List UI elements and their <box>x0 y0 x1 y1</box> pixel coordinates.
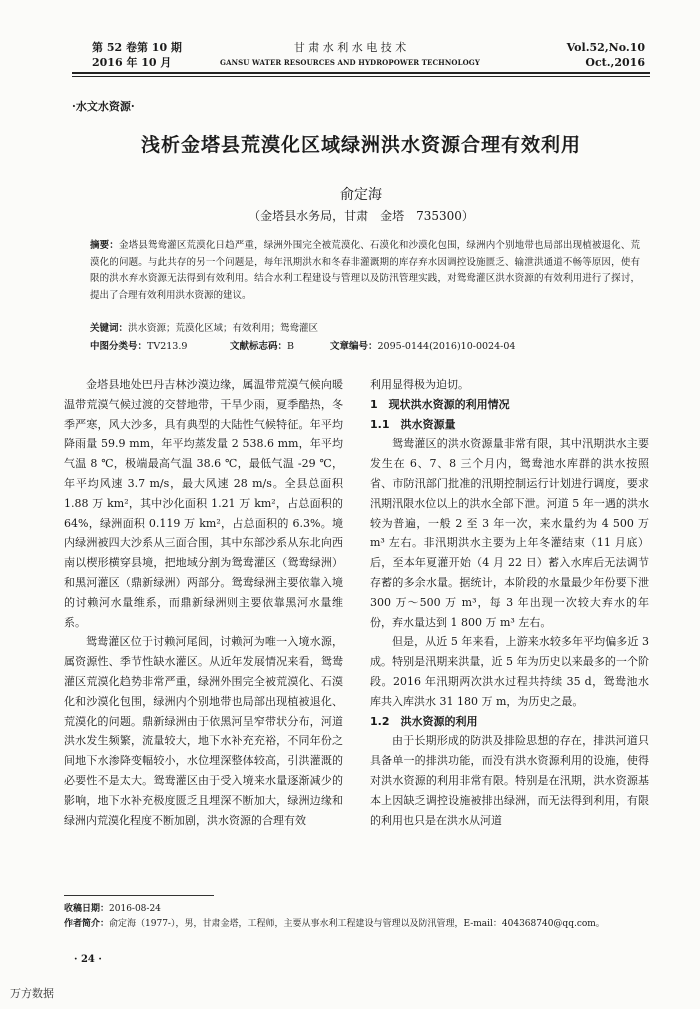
volume-en: Vol.52,No.10 <box>566 41 645 54</box>
author-bio-label: 作者简介： <box>64 919 110 929</box>
doc-value: B <box>287 341 294 352</box>
subsection-heading: 1.1 洪水资源量 <box>370 417 456 431</box>
footnote-rule <box>64 895 214 896</box>
date-en: Oct.,2016 <box>585 56 645 69</box>
received-value: 2016-08-24 <box>109 904 161 914</box>
journal-title-en: GANSU WATER RESOURCES AND HYDROPOWER TECHNOLOGY <box>220 58 480 67</box>
cls-value: TV213.9 <box>147 341 188 352</box>
body-paragraph: 金塔县地处巴丹吉林沙漠边缘，属温带荒漠气候向暖温带荒漠气候过渡的交替地带，干旱少雨，夏季酷热，冬季严寒，风大沙多，具有典型的大陆性气候特征。年平均降雨量 59.9 mm，年平均蒸发量 2 538.6 mm，年平均气温 8 ℃，极端最高气温 38.6 ℃，最低气温 -29 ℃，年平均风速 3.7 m/s，最大风速 28 m/s。全县总面积 1.88 万 km²，其中沙化面积 1.21 万 km²，占总面积的 64%，绿洲面积 0.119 万 km²，占总面积的 6.3%。境内绿洲被四大沙系从三面合围，其中东部沙系从东北向西南以楔形横穿县境，把地域分割为鸳鸯灌区（鸳鸯绿洲）和黑河灌区（鼎新绿洲）两部分。鸳鸯绿洲主要依靠入境的讨赖河水量维系，而鼎新绿洲则主要依靠黑河水量维系。 <box>64 378 343 629</box>
page-number: · 24 · <box>74 954 102 965</box>
affiliation: （金塔县水务局，甘肃 金塔 735300） <box>248 209 474 223</box>
header-rule-thin <box>72 76 650 77</box>
cls-label: 中图分类号： <box>90 341 148 352</box>
author-name: 俞定海 <box>340 187 382 203</box>
header-rule-thick <box>72 72 650 74</box>
body-paragraph: 鸳鸯灌区的洪水资源量非常有限，其中汛期洪水主要发生在 6、7、8 三个月内，鸳鸯池水库群的洪水按照省、市防汛部门批准的汛期控制运行计划进行调度，要求汛期汛限水位以上的洪水全部下泄。河道 5 年一遇的洪水较为普遍，一般 2 至 3 年一次，来水量约为 4 500 万 m³ 左右。非汛期洪水主要为上年冬灌结束（11 月底）后，至本年夏灌开始（4 月 22 日）蓄入水库后无法调节存蓄的多余水量。据统计，本阶段的水量最少年份要下泄 300 万～500 万 m³，每 3 年出现一次较大弃水的年份，弃水量达到 1 800 万 m³ 左右。 <box>370 437 649 629</box>
body-column-left <box>64 375 343 830</box>
article-no-label: 文章编号： <box>330 341 378 352</box>
watermark: 万方数据 <box>10 987 54 1000</box>
column-label: ·水文水资源· <box>72 100 135 113</box>
header-right <box>567 40 645 70</box>
body-paragraph: 由于长期形成的防洪及排险思想的存在，排洪河道只具备单一的排洪功能，而没有洪水资源利用的设施，使得对洪水资源的利用非常有限。特别是在汛期，洪水资源基本上因缺乏调控设施被排出绿洲，而无法得到利用，有限的利用也只是在洪水从河道 <box>370 734 649 827</box>
keywords-label: 关键词： <box>90 323 129 334</box>
body-paragraph: 鸳鸯灌区位于讨赖河尾闾，讨赖河为唯一入境水源，属资源性、季节性缺水灌区。从近年发展情况来看，鸳鸯灌区荒漠化趋势非常严重，绿洲外围完全被荒漠化、石漠化和沙漠化包围，绿洲内个别地带也局部出现植被退化、荒漠化的问题。鼎新绿洲由于依黑河呈窄带状分布，河道洪水发生频繁，流量较大，地下水补充充裕，不同年份之间地下水渗降变幅较小，水位埋深整体较高，引洪灌溉的必要性不是太大。鸳鸯灌区由于受入境来水量逐渐减少的影响，地下水补充极度匮乏且埋深不断加大，绿洲边缘和绿洲内荒漠化程度不断加剧，洪水资源的合理有效 <box>64 635 343 827</box>
subsection-heading: 1.2 洪水资源的利用 <box>370 714 478 728</box>
volume-issue: 第 52 卷第 10 期 <box>92 41 182 54</box>
body-paragraph: 利用显得极为迫切。 <box>370 378 469 391</box>
footnote-received <box>64 902 664 916</box>
classification-line <box>90 338 515 352</box>
author-bio-value: 俞定海（1977-），男，甘肃金塔，工程师，主要从事水利工程建设与管理以及防汛管理，E-mail：404368740@qq.com。 <box>109 919 605 929</box>
keywords <box>90 320 318 334</box>
section-heading: 1 现状洪水资源的利用情况 <box>370 397 510 411</box>
article-title: 浅析金塔县荒漠化区域绿洲洪水资源合理有效利用 <box>140 134 581 156</box>
header-center <box>200 40 500 70</box>
body-column-right <box>370 375 649 830</box>
footnote-author <box>64 917 664 931</box>
issue-date: 2016 年 10 月 <box>92 56 172 69</box>
abstract <box>90 238 640 304</box>
article-no-value: 2095-0144(2016)10-0024-04 <box>377 341 516 352</box>
received-label: 收稿日期： <box>64 904 110 914</box>
journal-title-cn: 甘 肃 水 利 水 电 技 术 <box>293 41 407 54</box>
doc-label: 文献标志码： <box>230 341 288 352</box>
abstract-label: 摘要： <box>90 240 119 251</box>
abstract-text: 金塔县鸳鸯灌区荒漠化日趋严重，绿洲外围完全被荒漠化、石漠化和沙漠化包围，绿洲内个别地带也局部出现植被退化、荒漠化的问题。与此共存的另一个问题是，每年汛期洪水和冬春非灌溉期的库存弃水因调控设施匮乏、输泄洪通道不畅等原因，使有限的洪水弃水资源无法得到有效利用。结合水利工程建设与管理以及防汛管理实践，对鸳鸯灌区洪水资源的有效利用进行了探讨，提出了合理有效利用洪水资源的建议。 <box>90 240 640 301</box>
header-left <box>92 40 182 70</box>
keywords-text: 洪水资源；荒漠化区域；有效利用；鸳鸯灌区 <box>128 323 319 334</box>
body-paragraph: 但是，从近 5 年来看，上游来水较多年平均偏多近 3 成。特别是汛期来洪量，近 5 年为历史以来最多的一个阶段。2016 年汛期两次洪水过程共持续 35 d，鸳鸯池水库共入库洪水 31 180 万 m，为历史之最。 <box>370 635 649 708</box>
